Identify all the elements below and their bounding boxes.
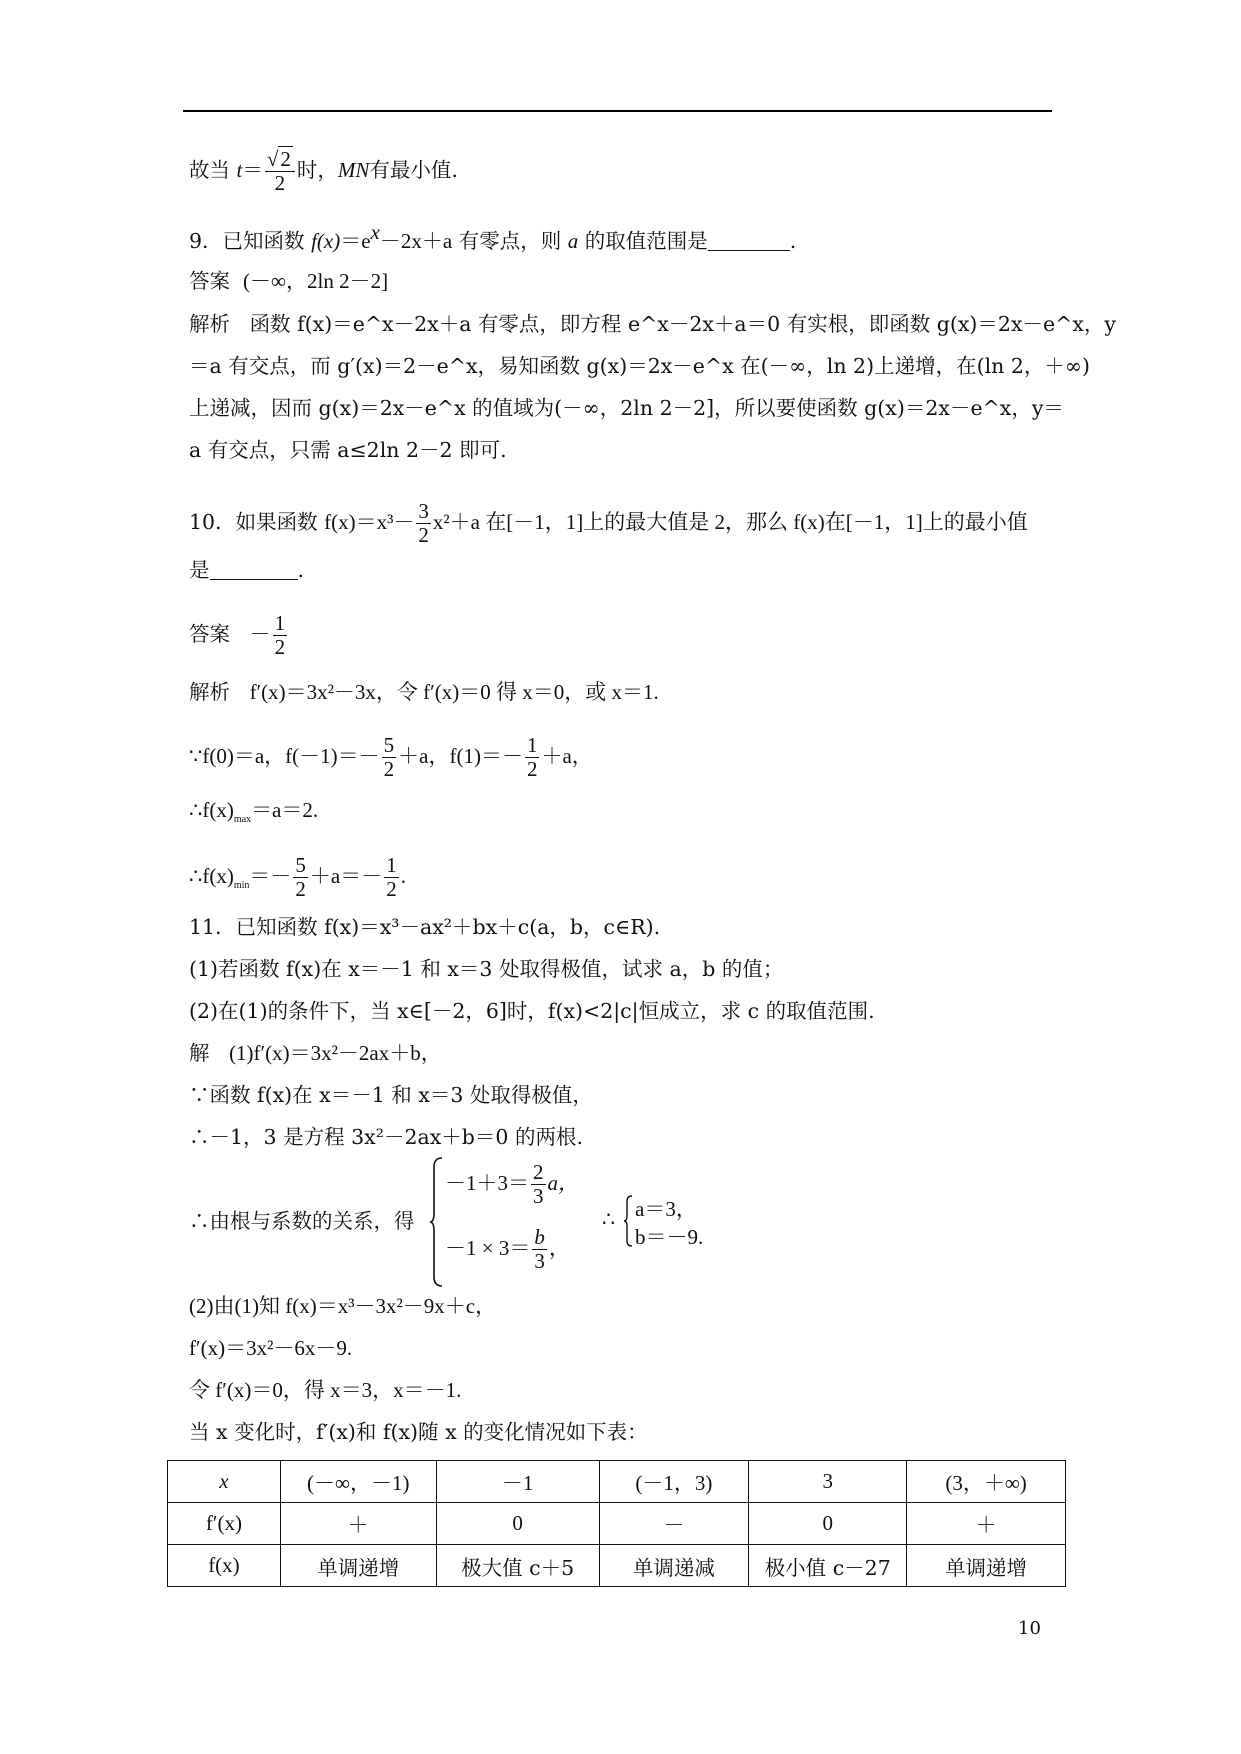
table-cell: － [599, 1503, 749, 1545]
table-cell: 0 [749, 1503, 907, 1545]
table-cell: f′(x) [168, 1503, 281, 1545]
page-number: 10 [1018, 1618, 1041, 1639]
answer-blank [210, 559, 298, 580]
system-eq1: －1＋3＝ $\frac{2}{3}$ a， [445, 1160, 579, 1208]
q10-answer: 答案 － $\frac{1}{2}$ [189, 611, 286, 659]
fraction-1-over-2: $\frac{1}{2}$ [274, 611, 286, 659]
table-row [168, 1545, 1066, 1587]
fraction-1-over-2: $\frac{1}{2}$ [526, 733, 538, 781]
answer-blank [708, 230, 790, 251]
fraction-b-over-3: $\frac{b}{3}$ [534, 1225, 545, 1273]
q10-min: $\therefore f(x)_{min}=-$ $\frac{5}{2}$ ＋a＝－ $\frac{1}{2}$ . [189, 853, 406, 901]
q10-values: ∵f(0)＝a，f(－1)＝－ $\frac{5}{2}$ ＋a，f(1)＝－ $\frac{1}{2}$ ＋a， [189, 733, 593, 781]
q9-answer: 答案 (－∞，2ln 2－2] [189, 269, 389, 293]
system-left-brace [430, 1157, 443, 1287]
table-cell: ＋ [907, 1503, 1066, 1545]
variation-table [167, 1460, 1066, 1587]
table-cell: (－1，3) [599, 1461, 749, 1503]
q10-analysis: 解析 f′(x)＝3x²－3x，令 f′(x)＝0 得 x＝0，或 x＝1. [189, 680, 659, 704]
table-cell: 单调递减 [599, 1545, 749, 1587]
q9-analysis-line2: ＝a 有交点，而 g′(x)＝2－e^x，易知函数 g(x)＝2x－e^x 在(－∞，ln 2)上递增，在(ln 2，＋∞) [189, 354, 1090, 378]
table-cell: 单调递增 [280, 1545, 436, 1587]
q9-analysis-line4: a 有交点，只需 a≤2ln 2－2 即可. [189, 438, 507, 462]
result-b: b＝－9. [635, 1225, 704, 1249]
fraction-5-over-2: $\frac{5}{2}$ [295, 853, 306, 901]
q9-stem: 9．已知函数 $f(x)=e^x-2x+a$ 有零点，则 a 的取值范围是 . [189, 220, 797, 253]
table-cell: ＋ [280, 1503, 436, 1545]
table-cell: －1 [436, 1461, 599, 1503]
q11-sol2: ∵函数 f(x)在 x＝－1 和 x＝3 处取得极值， [189, 1083, 593, 1107]
result-left-brace [624, 1195, 633, 1247]
q9-analysis-line1: 解析 函数 f(x)＝e^x－2x＋a 有零点，即方程 e^x－2x＋a＝0 有实根，即函数 g(x)＝2x－e^x，y [189, 312, 1116, 336]
system-eq2: －1 × 3＝ $\frac{b}{3}$ ， [445, 1225, 570, 1273]
table-cell: 0 [436, 1503, 599, 1545]
q11-part1: (1)若函数 f(x)在 x＝－1 和 x＝3 处取得极值，试求 a，b 的值； [189, 957, 784, 981]
result-therefore: ∴ [602, 1207, 616, 1231]
q11-sol5: (2)由(1)知 f(x)＝x³－3x²－9x＋c， [189, 1294, 497, 1318]
table-cell: (3，＋∞) [907, 1461, 1066, 1503]
fraction-2-over-3: $\frac{2}{3}$ [533, 1160, 544, 1208]
q10-max: $\therefore f(x)_{max}=a=2$. [189, 798, 319, 825]
q9-analysis-line3: 上递减，因而 g(x)＝2x－e^x 的值域为(－∞，2ln 2－2]，所以要使函数 g(x)＝2x－e^x，y＝ [189, 396, 1064, 420]
table-cell: 极小值 c－27 [749, 1545, 907, 1587]
fraction-sqrt2-over-2: $\frac{√2}{2}$ [265, 148, 295, 195]
q11-sol4: ∴由根与系数的关系，得 [189, 1209, 415, 1233]
header-rule [183, 110, 1052, 112]
table-cell: (－∞，－1) [280, 1461, 436, 1503]
table-cell: f(x) [168, 1545, 281, 1587]
table-row [168, 1461, 1066, 1503]
q10-stem: 10．如果函数 f(x)＝x³－ $\frac{3}{2}$ x²＋a 在[－1，1]上的最大值是 2，那么 f(x)在[－1，1]上的最小值 [189, 499, 1028, 547]
table-row [168, 1503, 1066, 1545]
q11-sol1: 解 (1)f′(x)＝3x²－2ax＋b， [189, 1041, 442, 1065]
result-a: a＝3， [635, 1197, 697, 1221]
q11-sol6: f′(x)＝3x²－6x－9. [189, 1336, 353, 1360]
q11-sol3: ∴－1，3 是方程 3x²－2ax＋b＝0 的两根. [189, 1125, 583, 1149]
q11-sol8: 当 x 变化时，f′(x)和 f(x)随 x 的变化情况如下表： [189, 1420, 648, 1444]
q11-part2: (2)在(1)的条件下，当 x∈[－2，6]时，f(x)<2|c|恒成立，求 c 的取值范围. [189, 999, 875, 1023]
table-cell: 极大值 c＋5 [436, 1545, 599, 1587]
fraction-1-over-2: $\frac{1}{2}$ [386, 853, 397, 901]
table-cell: 3 [749, 1461, 907, 1503]
q10-stem-cont: 是 . [189, 558, 305, 582]
q11-sol7: 令 f′(x)＝0，得 x＝3，x＝－1. [189, 1378, 462, 1402]
q11-stem: 11．已知函数 f(x)＝x³－ax²＋bx＋c(a，b，c∈R). [189, 915, 661, 939]
table-cell: x [168, 1461, 281, 1503]
fraction-5-over-2: $\frac{5}{2}$ [383, 733, 395, 781]
fraction-3-over-2: $\frac{3}{2}$ [418, 499, 429, 547]
prev-conclusion: 故当 t＝ $\frac{√2}{2}$ 时，MN有最小值. [189, 147, 458, 195]
table-cell: 单调递增 [907, 1545, 1066, 1587]
